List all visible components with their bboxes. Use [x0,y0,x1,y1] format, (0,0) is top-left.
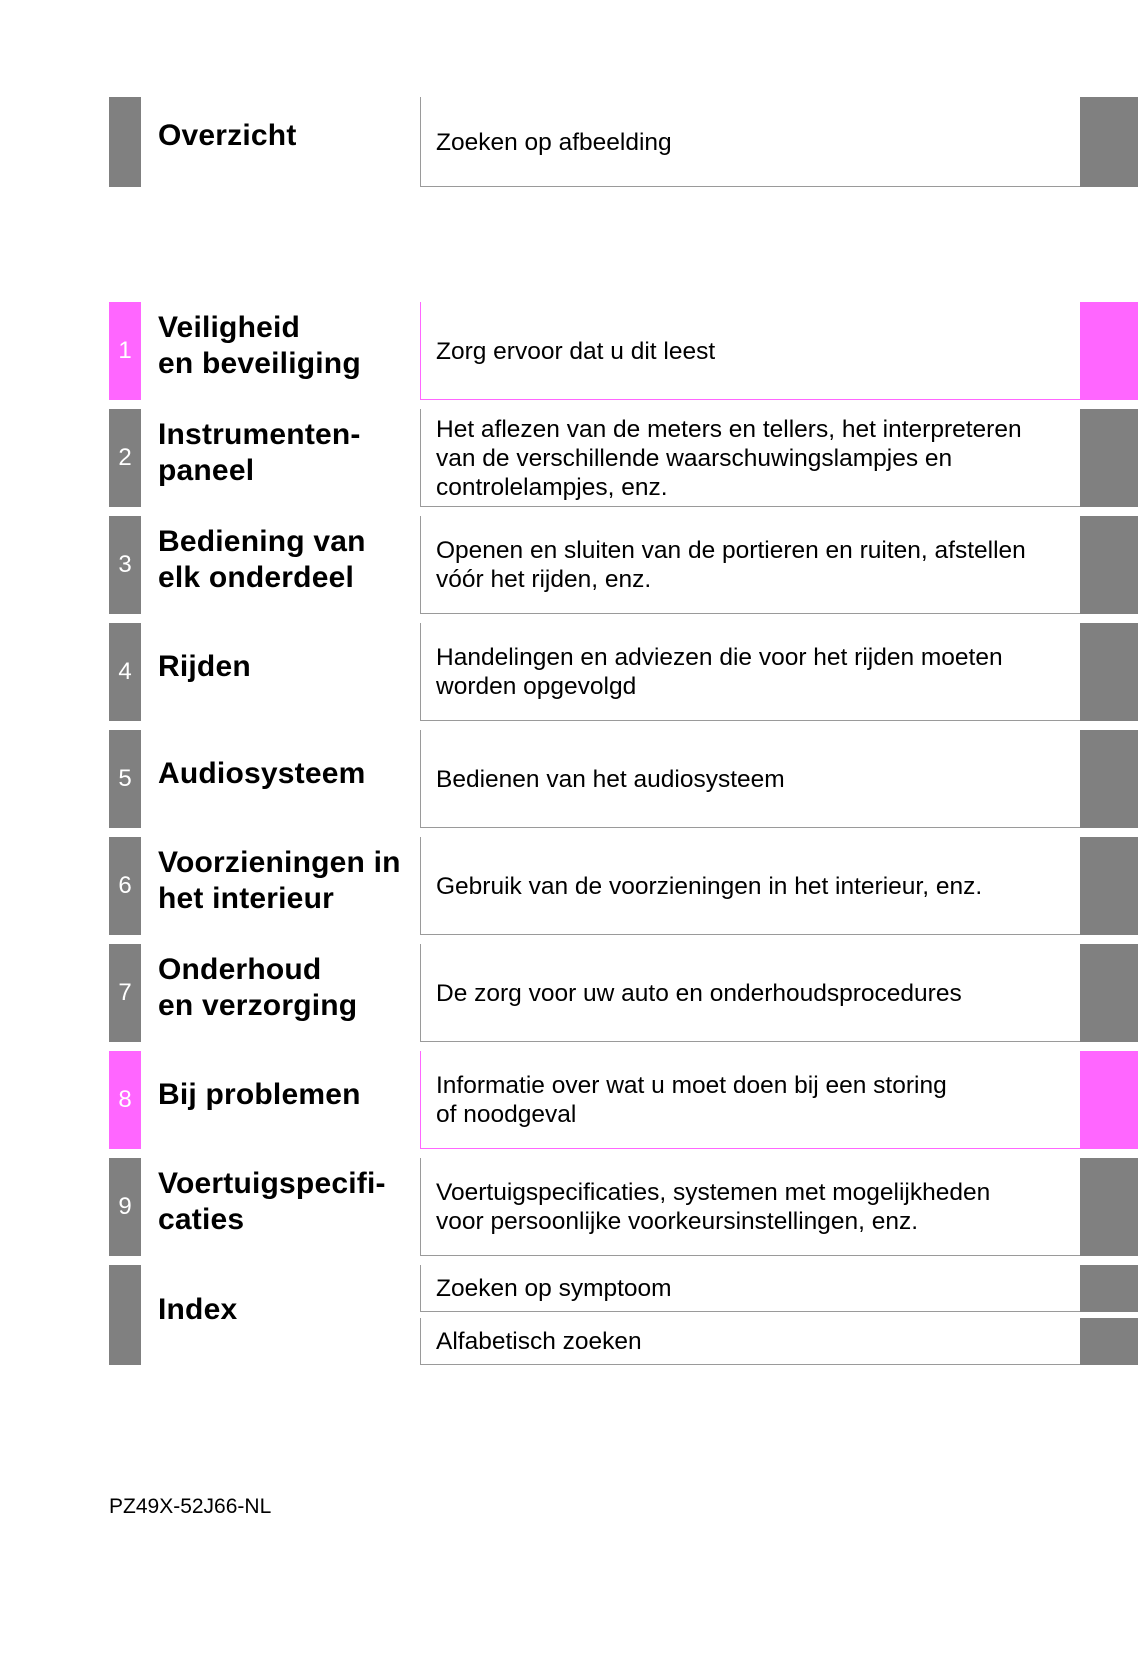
section-number-tab: 4 [109,623,141,721]
section-title-text: Overzicht [158,119,297,152]
thumb-index-tab[interactable] [1080,1158,1138,1256]
section-number-tab: 8 [109,1051,141,1149]
section-row[interactable] [0,623,1142,721]
section-title[interactable] [158,837,410,935]
section-title-text: Rijden [158,650,251,683]
section-row[interactable] [0,1051,1142,1149]
section-title-text: Bediening van elk onderdeel [158,525,366,594]
section-row[interactable] [0,1158,1142,1256]
section-description: Voertuigspecificaties, systemen met mogelijkheden voor persoonlijke voorkeursinstellingen, enz. [436,1179,991,1235]
section-title[interactable] [158,516,410,614]
index-subsection[interactable] [0,1265,1142,1312]
section-row[interactable] [0,730,1142,828]
section-title-text: Bij problemen [158,1078,361,1111]
thumb-index-tab[interactable] [1080,1318,1138,1365]
section-row[interactable] [0,1265,1142,1365]
index-subsection-label[interactable]: Zoeken op symptoom [436,1275,672,1302]
section-title-text: Instrumenten- paneel [158,418,361,487]
section-description: Informatie over wat u moet doen bij een storing of noodgeval [436,1072,947,1128]
section-title-text: Voertuigspecifi- caties [158,1167,386,1236]
section-description: Handelingen en adviezen die voor het rijden moeten worden opgevolgd [436,644,1003,700]
section-number-tab: 9 [109,1158,141,1256]
section-title-text: Veiligheid en beveiliging [158,311,361,380]
thumb-index-tab[interactable] [1080,837,1138,935]
document-code: PZ49X-52J66-NL [109,1495,272,1518]
index-subsection[interactable] [0,1318,1142,1365]
section-title-text: Voorzieningen in het interieur [158,846,401,915]
section-description: Zoeken op afbeelding [436,128,672,156]
section-row[interactable] [0,516,1142,614]
section-title-text: Onderhoud en verzorging [158,953,358,1022]
section-description: Gebruik van de voorzieningen in het interieur, enz. [436,872,983,900]
section-number-tab [109,97,141,187]
thumb-index-tab[interactable] [1080,1265,1138,1312]
index-subsection-label[interactable]: Alfabetisch zoeken [436,1328,642,1355]
section-number-tab: 3 [109,516,141,614]
thumb-index-tab[interactable] [1080,409,1138,507]
section-description: Bedienen van het audiosysteem [436,765,785,793]
section-row[interactable] [0,944,1142,1042]
section-number-tab: 5 [109,730,141,828]
section-row[interactable] [0,837,1142,935]
section-number-tab: 7 [109,944,141,1042]
section-number-tab: 2 [109,409,141,507]
section-description: Het aflezen van de meters en tellers, het interpreteren van de verschillende waarschuwingslampjes en controlelampjes, enz. [436,415,1022,501]
section-title[interactable] [158,730,410,828]
section-title[interactable] [158,944,410,1042]
section-title[interactable] [158,1051,410,1149]
thumb-index-tab[interactable] [1080,1051,1138,1149]
section-row[interactable] [0,97,1142,187]
section-description: De zorg voor uw auto en onderhoudsprocedures [436,979,962,1007]
section-title[interactable] [158,623,410,721]
section-number-tab: 6 [109,837,141,935]
section-title[interactable] [158,1158,410,1256]
section-title[interactable] [158,409,410,507]
section-title[interactable] [158,97,410,187]
thumb-index-tab[interactable] [1080,516,1138,614]
section-description: Openen en sluiten van de portieren en ruiten, afstellen vóór het rijden, enz. [436,537,1026,593]
section-title-text: Index [158,1293,238,1326]
section-title-text: Audiosysteem [158,757,366,790]
section-row[interactable] [0,302,1142,400]
section-row[interactable] [0,409,1142,507]
section-number-tab: 1 [109,302,141,400]
thumb-index-tab[interactable] [1080,302,1138,400]
thumb-index-tab[interactable] [1080,944,1138,1042]
thumb-index-tab[interactable] [1080,730,1138,828]
section-title[interactable] [158,302,410,400]
thumb-index-tab[interactable] [1080,97,1138,187]
section-description: Zorg ervoor dat u dit leest [436,337,716,365]
thumb-index-tab[interactable] [1080,623,1138,721]
